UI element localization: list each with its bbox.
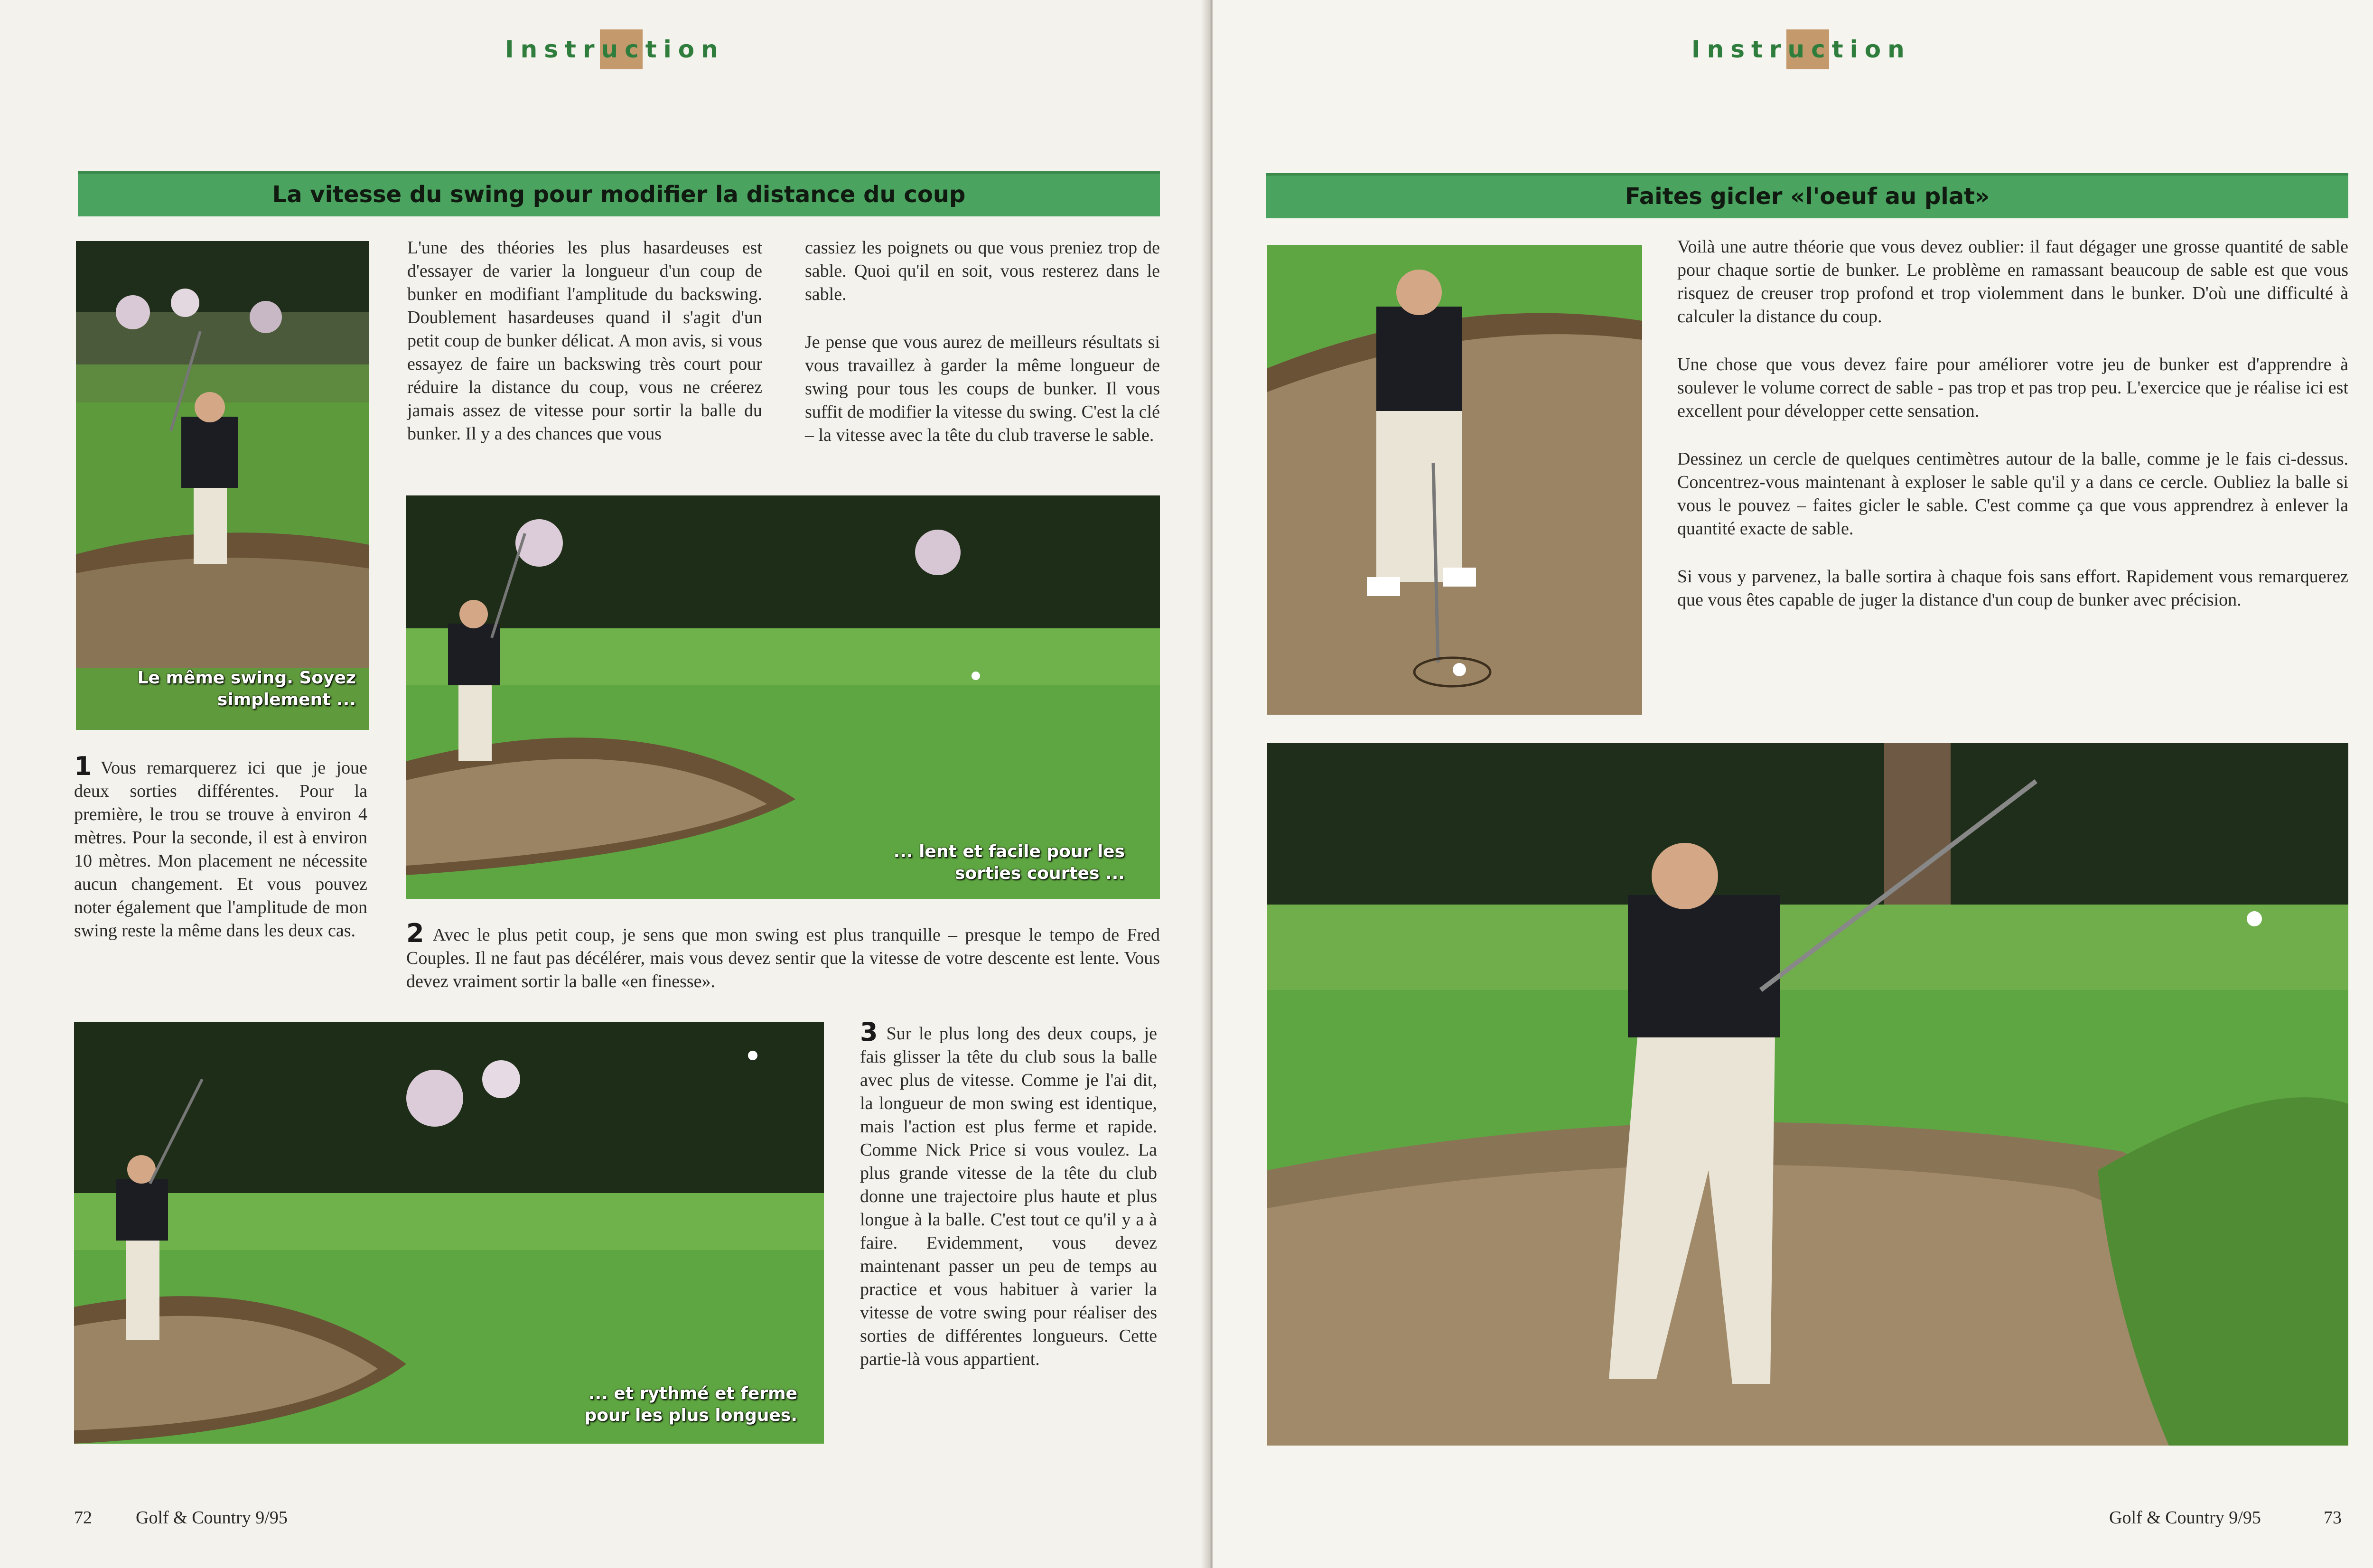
photo-short-shot: [406, 495, 1160, 899]
banner-title-right: Faites gicler «l'oeuf au plat»: [1266, 173, 2348, 218]
right-article-text: [1677, 235, 2348, 612]
photo-explosion-shot: [1267, 743, 2348, 1446]
step-2: [406, 918, 1160, 993]
right-page: [1213, 0, 2373, 1568]
caption-1: Le même swing. Soyez simplement ...: [137, 668, 356, 709]
caption-2: ... lent et facile pour les sorties courtes ...: [893, 842, 1125, 883]
folio-publication-left: Golf & Country 9/95: [136, 1508, 288, 1528]
step-1: [74, 751, 367, 943]
photo-address-circle: [1267, 245, 1642, 715]
step-3-text: Sur le plus long des deux coups, je fais glisser la tête du club sous la balle avec plus de vitesse. Comme je l'ai dit, la longueur de mon swing est identique, mais l'action est plus ferme et rapide. Comme Nick Price si vous voulez. La plus grande vitesse de la tête du club donne une trajectoire plus haute et plus longue à la balle. C'est tout ce qu'il y a à faire. Evidemment, vous devez maintenant passer un peu de temps au practice et vous habituer à varier la vitesse de votre swing pour réaliser des sorties de différentes longueurs. Cette partie-là vous appartient.: [860, 1024, 1157, 1369]
step-1-number: 1: [74, 751, 92, 781]
step-2-number: 2: [406, 918, 424, 948]
intro-column-2: cassiez les poignets ou que vous preniez trop de sable. Quoi qu'il en soit, vous resterez dans le sable. Je pense que vous aurez de meilleurs résultats si vous travaillez à garder la même longueur de swing pour tous les coups de bunker. Il vous suffit de modifier la vitesse du swing. C'est la clé – la vitesse avec la tête du club traverse le sable.: [805, 238, 1160, 445]
intro-column-1: L'une des théories les plus hasardeuses est d'essayer de varier la longueur d'un coup de bunker en modifiant l'amplitude du backswing. Doublement hasardeuses quand il s'agit d'un petit coup de bunker délicat. A mon avis, si vous essayez de faire un backswing très court pour réduire la distance du coup, vous ne créerez jamais assez de vitesse pour sortir la balle du bunker. Il y a des chances que vous: [407, 238, 762, 444]
step-2-text: Avec le plus petit coup, je sens que mon swing est plus tranquille – presque le tempo de Fred Couples. Il ne faut pas décélérer, mais vous devez sentir que la vitesse de votre descente est lente. Vous devez vraiment sortir la balle «en finesse».: [406, 925, 1160, 991]
step-1-text: Vous remarquerez ici que je joue deux sorties différentes. Pour la première, le trou se trouve à environ 4 mètres. Pour la seconde, il est à environ 10 mètres. Mon placement ne nécessite aucun changement. Et vous pouvez noter également que l'amplitude de mon swing reste la même dans les deux cas.: [74, 758, 367, 941]
paragraph-2: Une chose que vous devez faire pour améliorer votre jeu de bunker est d'apprendre à soulever le volume correct de sable - pas trop et pas trop peu. L'exercice que je réalise ici est excellent pour développer cette sensation.: [1677, 355, 2348, 421]
page-number-right: 73: [2324, 1508, 2342, 1528]
running-head-left: Instruction: [505, 29, 725, 69]
page-number-left: 72: [74, 1508, 92, 1528]
photo-bunker-backswing: [76, 241, 369, 730]
step-3-number: 3: [860, 1017, 878, 1047]
caption-3: ... et rythmé et ferme pour les plus longues.: [584, 1384, 797, 1425]
photo-long-shot: [74, 1022, 824, 1444]
paragraph-3: Dessinez un cercle de quelques centimètres autour de la balle, comme je le fais ci-dessus. Concentrez-vous maintenant à exploser le sable qu'il y a dans ce cercle. Oubliez la balle si vous le pouvez – faites gicler le sable. C'est comme ça que vous apprendrez à enlever la quantité exacte de sable.: [1677, 449, 2348, 539]
paragraph-4: Si vous y parvenez, la balle sortira à chaque fois sans effort. Rapidement vous remarquerez que vous êtes capable de juger la distance d'un coup de bunker avec précision.: [1677, 567, 2348, 610]
step-3: [860, 1017, 1157, 1371]
running-head-right: Instruction: [1691, 29, 1911, 69]
banner-title-left: La vitesse du swing pour modifier la distance du coup: [78, 171, 1160, 216]
folio-publication-right: Golf & Country 9/95: [2109, 1508, 2261, 1528]
paragraph-1: Voilà une autre théorie que vous devez oublier: il faut dégager une grosse quantité de sable pour chaque sortie de bunker. Le problème en ramassant beaucoup de sable est que vous risquez de creuser trop profond et trop violemment dans le bunker. D'où une difficulté à calculer la distance du coup.: [1677, 237, 2348, 327]
